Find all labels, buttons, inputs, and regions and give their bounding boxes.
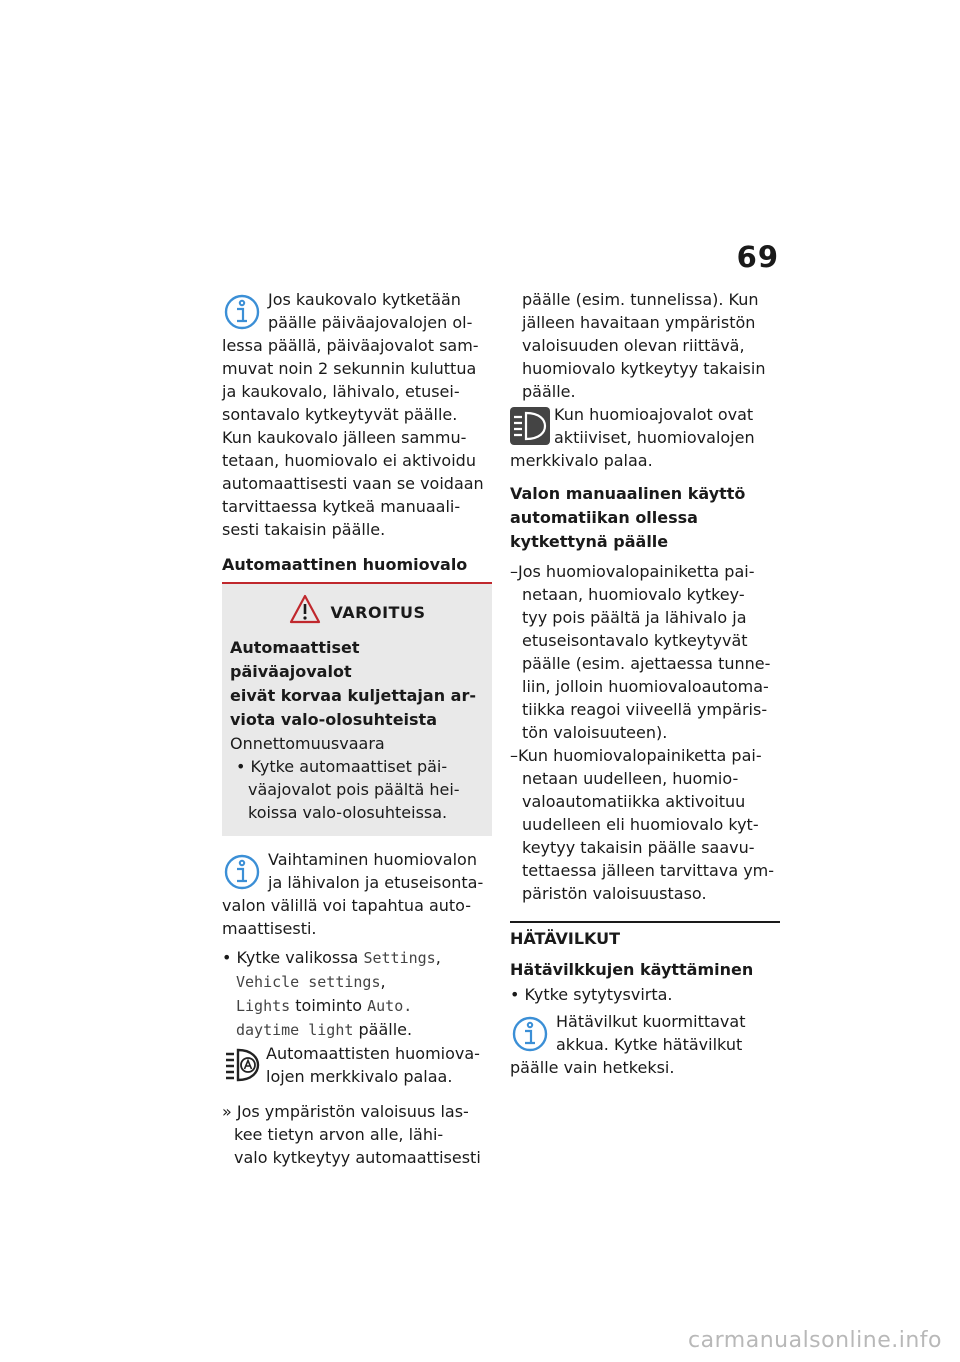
section-title-hazard: HÄTÄVILKUT: [510, 929, 621, 948]
info-note-high-beam: [222, 288, 492, 426]
section-heading-auto-daylight: Automaattinen huomiovalo: [222, 553, 492, 584]
page-number: 69: [736, 240, 779, 274]
watermark: carmanualsonline.info: [688, 1328, 942, 1353]
section-heading-manual: Valon manuaalinen käyttö automatiikan ollessa kytkettynä päälle: [510, 484, 746, 551]
menu-settings: Settings: [363, 949, 436, 967]
right-column: [510, 288, 780, 1085]
warning-action: • Kytke automaattiset päi- väajovalot pois päältä hei- koissa valo-olosuhteissa.: [236, 757, 460, 822]
sub-heading-hazard-use: Hätävilkkujen käyttäminen: [510, 960, 754, 979]
menu-lights: Lights: [236, 997, 291, 1015]
indicator-auto-daylight: Automaattisten huomiova- lojen merkkivalo palaa.: [222, 1042, 492, 1088]
menu-instruction: • Kytke valikossa Settings, Vehicle settings, Lights toiminto Auto. daytime light päälle.: [222, 948, 441, 1039]
warning-box: [222, 584, 492, 836]
section-divider: [510, 921, 780, 923]
daylight-indicator-icon: [510, 405, 550, 447]
info-icon: [222, 290, 262, 334]
list-item: –Jos huomiovalopainiketta pai- netaan, huomiovalo kytkey- tyy pois päältä ja lähivalo ja etuseisontavalo kytkeytyvät päälle (esim. ajettaessa tunne- liin, jolloin huomiovaloautoma- tiikka reagoi viiveellä ympäris- tön valoisuuteen).: [510, 562, 771, 742]
info-note-hazard: Hätävilkut kuormittavat akkua. Kytke hätävilkut päälle vain hetkeksi.: [510, 1012, 746, 1077]
result-step: » Jos ympäristön valoisuus las- kee tietyn arvon alle, lähi- valo kytkeytyy automaattisesti: [222, 1102, 481, 1167]
info-text: Jos kaukovalo kytketään päälle päiväajovalojen ol- lessa päällä, päiväajovalot sam- muvat noin 2 sekunnin kuluttua ja kaukovalo, lähivalo, etusei- sontavalo kytkeytyvät päälle.: [222, 290, 479, 424]
info-icon: [510, 1012, 550, 1056]
paragraph-high-beam-off: Kun kaukovalo jälleen sammu- tetaan, huomiovalo ei aktivoidu automaattisesti vaan se voidaan tarvittaessa kytkeä manuaali- sesti takaisin päälle.: [222, 428, 484, 539]
indicator-daylight: Kun huomioajovalot ovat aktiiviset, huomiovalojen merkkivalo palaa.: [510, 405, 755, 470]
warning-statement: Automaattiset päiväajovalot eivät korvaa kuljettajan ar- viota valo-olosuhteista: [230, 638, 476, 729]
info-icon: [222, 850, 262, 894]
result-step-continued: päälle (esim. tunnelissa). Kun jälleen havaitaan ympäristön valoisuuden olevan riittävä, huomiovalo kytkeytyy takaisin päälle.: [522, 290, 766, 401]
warning-consequence: Onnettomuusvaara: [230, 734, 385, 753]
hazard-step: • Kytke sytytysvirta.: [510, 985, 673, 1004]
menu-vehicle-settings: Vehicle settings: [236, 973, 381, 991]
auto-daylight-indicator-icon: [222, 1044, 262, 1086]
menu-auto-daytime-light: Auto.: [367, 997, 413, 1015]
left-column: [222, 288, 492, 1169]
list-item: –Kun huomiovalopainiketta pai- netaan uudelleen, huomio- valoautomatiikka aktivoituu uudelleen eli huomiovalo kyt- keytyy takaisin päälle saavu- tettaessa jälleen tarvittava ym- päristön valoisuustaso.: [510, 746, 775, 903]
warning-triangle-icon: [289, 594, 321, 630]
info-note-switching: Vaihtaminen huomiovalon ja lähivalon ja etuseisonta- valon välillä voi tapahtua auto- maattisesti.: [222, 850, 484, 938]
warning-title: VAROITUS: [330, 602, 426, 622]
